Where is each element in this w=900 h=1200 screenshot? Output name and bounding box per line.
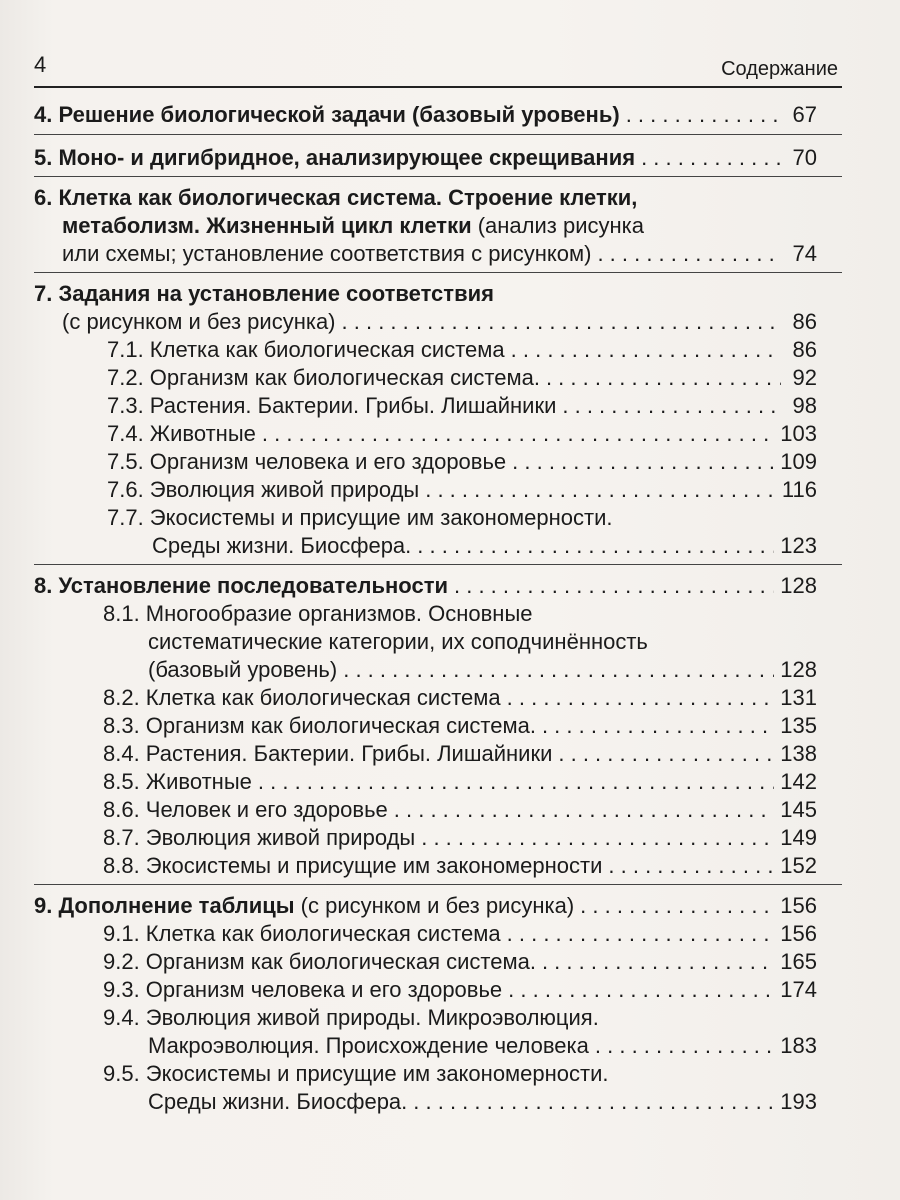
toc-entry-5[interactable] (34, 145, 817, 171)
toc-subentry-9-4[interactable] (148, 1033, 817, 1059)
toc-entry-6-line2[interactable] (62, 213, 644, 239)
toc-page-number: 103 (780, 421, 817, 446)
toc-entry-title (34, 893, 574, 919)
toc-page-number: 128 (780, 657, 817, 682)
toc-page-number: 116 (781, 477, 817, 502)
toc-subentry-7-2[interactable] (107, 365, 817, 391)
leader-dots (608, 853, 774, 879)
toc-page-number: 70 (792, 145, 817, 170)
toc-entry-7[interactable] (62, 309, 817, 335)
leader-dots (641, 145, 781, 171)
toc-subentry-7-4[interactable] (107, 421, 817, 447)
leader-dots (542, 949, 774, 975)
toc-subentry-8-1[interactable] (148, 657, 817, 683)
toc-subentry-title: 8.4. Растения. Бактерии. Грибы. Лишайники (103, 741, 553, 766)
leader-dots (417, 533, 774, 559)
running-header-title: Содержание (721, 58, 838, 80)
toc-subentry-title: 7.5. Организм человека и его здоровье (107, 449, 507, 474)
toc-page-number: 142 (780, 769, 817, 794)
section-divider (34, 884, 842, 885)
toc-entry-9-bold: 9. Дополнение таблицы (34, 893, 295, 918)
leader-dots (626, 102, 781, 128)
toc-entry-7-line2: (с рисунком и без рисунка) (62, 309, 336, 334)
toc-subentry-title: 7.2. Организм как биологическая система. (107, 365, 540, 390)
leader-dots (425, 477, 776, 503)
toc-subentry-title: Макроэволюция. Происхождение человека (148, 1033, 589, 1058)
toc-entry-4[interactable] (34, 102, 817, 128)
toc-page-number: 131 (780, 685, 817, 710)
toc-page-number: 135 (780, 713, 817, 738)
toc-subentry-title: 8.3. Организм как биологическая система. (103, 713, 536, 738)
toc-subentry-title: 7.6. Эволюция живой природы (107, 477, 420, 502)
toc-page-number: 92 (792, 365, 817, 390)
toc-page-number: 86 (792, 309, 817, 334)
toc-subentry-title: 8.6. Человек и его здоровье (103, 797, 388, 822)
leader-dots (454, 573, 774, 599)
toc-subentry-8-8[interactable] (103, 853, 817, 879)
toc-subentry-8-1-line1[interactable]: 8.1. Многообразие организмов. Основные (103, 601, 533, 626)
toc-entry-8[interactable] (34, 573, 817, 599)
leader-dots (394, 797, 775, 823)
toc-entry-6[interactable] (62, 241, 817, 267)
leader-dots (512, 449, 774, 475)
toc-subentry-9-3[interactable] (103, 977, 817, 1003)
toc-subentry-9-5[interactable] (148, 1089, 817, 1115)
section-divider (34, 564, 842, 565)
toc-subentry-title: Среды жизни. Биосфера. (152, 533, 412, 558)
toc-entry-6-line1[interactable]: 6. Клетка как биологическая система. Строение клетки, (34, 185, 638, 210)
toc-subentry-9-2[interactable] (103, 949, 817, 975)
toc-page-number: 165 (780, 949, 817, 974)
toc-subentry-title: 7.3. Растения. Бактерии. Грибы. Лишайники (107, 393, 557, 418)
leader-dots (558, 741, 774, 767)
leader-dots (413, 1089, 774, 1115)
toc-entry-title: 8. Установление последовательности (34, 573, 448, 598)
leader-dots (546, 365, 781, 391)
toc-page-number: 138 (780, 741, 817, 766)
toc-entry-title: 5. Моно- и дигибридное, анализирующее скрещивания (34, 145, 636, 170)
leader-dots (511, 337, 781, 363)
toc-entry-7-title[interactable]: 7. Задания на установление соответствия (34, 281, 494, 306)
toc-page-number: 183 (780, 1033, 817, 1058)
toc-entry-9[interactable] (34, 893, 817, 919)
toc-subentry-title: 8.5. Животные (103, 769, 252, 794)
toc-subentry-8-7[interactable] (103, 825, 817, 851)
section-divider (34, 176, 842, 177)
toc-subentry-title: 7.1. Клетка как биологическая система (107, 337, 505, 362)
toc-page-number: 74 (792, 241, 817, 266)
section-divider (34, 272, 842, 273)
toc-subentry-7-6[interactable] (107, 477, 817, 503)
leader-dots (562, 393, 781, 419)
toc-subentry-9-1[interactable] (103, 921, 817, 947)
toc-page-number: 149 (780, 825, 817, 850)
leader-dots (597, 241, 781, 267)
leader-dots (262, 421, 774, 447)
toc-subentry-title: 8.8. Экосистемы и присущие им закономерности (103, 853, 603, 878)
toc-subentry-title: 8.7. Эволюция живой природы (103, 825, 416, 850)
toc-page-number: 174 (780, 977, 817, 1002)
leader-dots (508, 977, 774, 1003)
toc-page-number: 156 (780, 921, 817, 946)
toc-subentry-7-3[interactable] (107, 393, 817, 419)
toc-subentry-title: 9.2. Организм как биологическая система. (103, 949, 536, 974)
toc-subentry-8-2[interactable] (103, 685, 817, 711)
toc-page-number: 98 (792, 393, 817, 418)
toc-subentry-7-1[interactable] (107, 337, 817, 363)
leader-dots (595, 1033, 774, 1059)
toc-page-number: 109 (780, 449, 817, 474)
leader-dots (507, 685, 775, 711)
toc-entry-6-line2-rest: (анализ рисунка (471, 213, 645, 238)
toc-page-number: 123 (780, 533, 817, 558)
toc-page-number: 145 (780, 797, 817, 822)
page-number: 4 (34, 52, 47, 77)
toc-subentry-8-6[interactable] (103, 797, 817, 823)
toc-page-number: 128 (780, 573, 817, 598)
toc-page-number: 156 (780, 893, 817, 918)
toc-page-number: 67 (792, 102, 817, 127)
toc-entry-9-rest: (с рисунком и без рисунка) (294, 893, 575, 918)
toc-entry-6-line3: или схемы; установление соответствия с рисунком) (62, 241, 592, 266)
section-divider (34, 134, 842, 135)
leader-dots (580, 893, 774, 919)
toc-subentry-8-1-line2[interactable]: систематические категории, их соподчинённость (148, 629, 648, 654)
toc-subentry-title: 7.4. Животные (107, 421, 256, 446)
toc-subentry-7-7-line1[interactable]: 7.7. Экосистемы и присущие им закономерности. (107, 505, 613, 530)
toc-subentry-9-5-line1[interactable]: 9.5. Экосистемы и присущие им закономерности. (103, 1061, 609, 1086)
leader-dots (258, 769, 774, 795)
toc-subentry-8-3[interactable] (103, 713, 817, 739)
leader-dots (343, 657, 774, 683)
toc-subentry-title: 9.1. Клетка как биологическая система (103, 921, 501, 946)
toc-subentry-8-5[interactable] (103, 769, 817, 795)
toc-entry-title: 4. Решение биологической задачи (базовый уровень) (34, 102, 620, 127)
toc-subentry-title: (базовый уровень) (148, 657, 338, 682)
toc-page-number: 152 (780, 853, 817, 878)
toc-subentry-8-4[interactable] (103, 741, 817, 767)
toc-page-number: 86 (792, 337, 817, 362)
toc-page-number: 193 (780, 1089, 817, 1114)
toc-subentry-9-4-line1[interactable]: 9.4. Эволюция живой природы. Микроэволюция. (103, 1005, 599, 1030)
toc-subentry-title: Среды жизни. Биосфера. (148, 1089, 408, 1114)
leader-dots (507, 921, 775, 947)
leader-dots (421, 825, 774, 851)
toc-subentry-title: 8.2. Клетка как биологическая система (103, 685, 501, 710)
toc-subentry-7-7[interactable] (152, 533, 817, 559)
toc-entry-6-line2-bold: метаболизм. Жизненный цикл клетки (62, 213, 472, 238)
toc-subentry-7-5[interactable] (107, 449, 817, 475)
leader-dots (342, 309, 781, 335)
leader-dots (542, 713, 774, 739)
toc-subentry-title: 9.3. Организм человека и его здоровье (103, 977, 503, 1002)
